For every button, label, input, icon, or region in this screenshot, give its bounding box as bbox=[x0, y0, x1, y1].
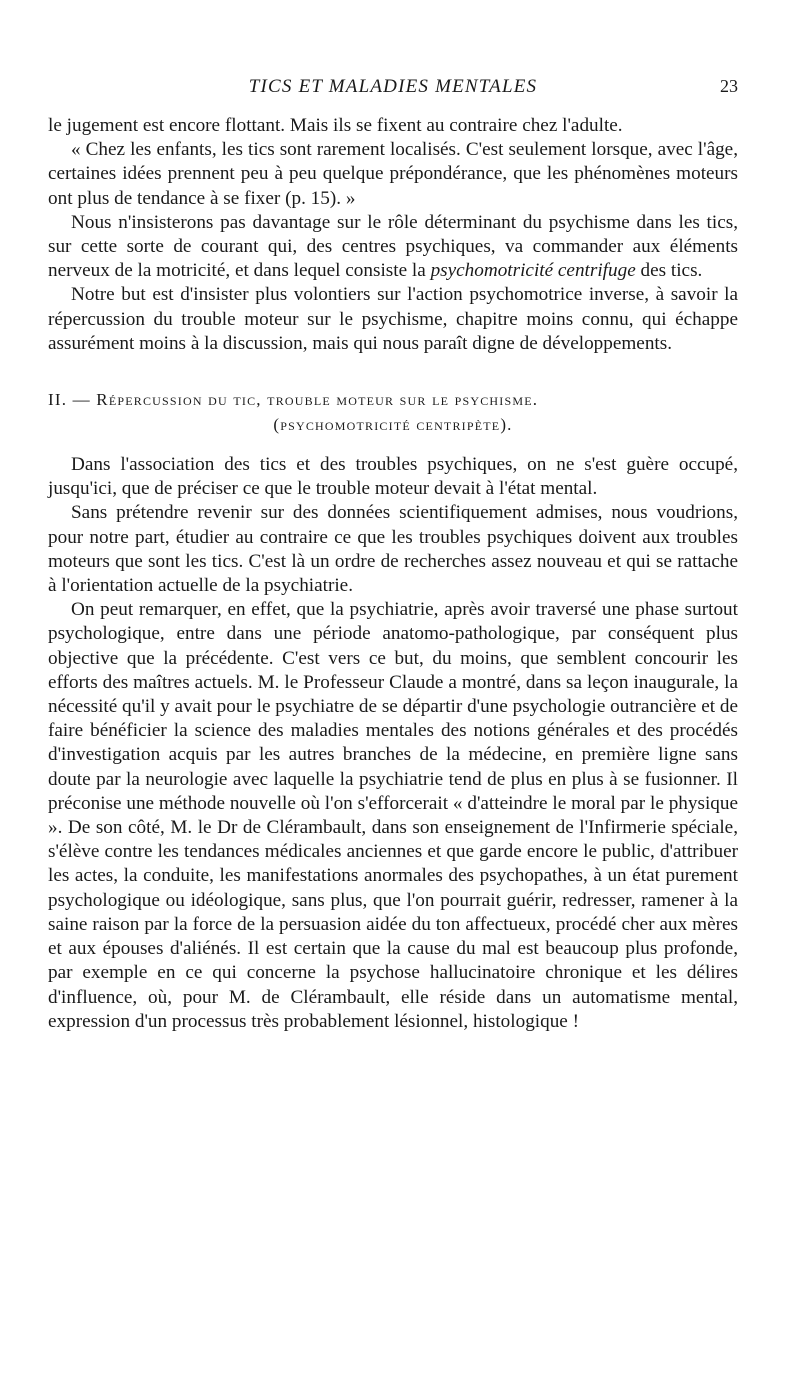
paragraph-3 bbox=[48, 211, 738, 284]
section-numeral: II. bbox=[48, 390, 68, 410]
paragraph-5: Dans l'association des tics et des troubles psychiques, on ne s'est guère occupé, jusqu'ici, que de préciser ce que le trouble moteur devait à l'état mental. bbox=[48, 454, 738, 500]
page-number: 23 bbox=[720, 76, 738, 96]
paragraph-3-text-b: des tics. bbox=[635, 260, 703, 282]
paragraph-3-text-a: Nous n'insisterons pas davantage sur le rôle déterminant du psychisme dans les tics, sur cette sorte de courant qui, des centres psychiques, va commander aux éléments nerveux de la motricité, et dans lequel consiste la bbox=[48, 211, 738, 282]
section-heading bbox=[48, 388, 738, 437]
running-title: TICS ET MALADIES MENTALES bbox=[248, 76, 538, 97]
section-title-line-2: (psychomotricité centripète). bbox=[273, 414, 513, 434]
body-text bbox=[48, 114, 738, 1034]
paragraph-6: Sans prétendre revenir sur des données scientifiquement admises, nous voudrions, pour notre part, étudier au contraire ce que les troubles psychiques doivent aux troubles moteurs que sont les tics. C'est là un ordre de recherches assez nouveau et qui se rattache à l'orientation actuelle de la psychiatrie. bbox=[48, 502, 738, 597]
section-title-line-1: Répercussion du tic, trouble moteur sur le psychisme. bbox=[96, 390, 539, 410]
section-dash: — bbox=[72, 390, 91, 410]
paragraph-1: le jugement est encore flottant. Mais ils se fixent au contraire chez l'adulte. bbox=[48, 115, 623, 136]
paragraph-2-quote: « Chez les enfants, les tics sont rarement localisés. C'est seulement lorsque, avec l'âge, certaines idées prennent peu à peu quelque prépondérance, que les phénomènes moteurs ont plus de tendance à se fixer (p. 15). » bbox=[48, 139, 738, 209]
paragraph-7: On peut remarquer, en effet, que la psychiatrie, après avoir traversé une phase surtout psychologique, entre dans une période anatomo-pathologique, par conséquent plus objective que la précédente. C'est vers ce but, du moins, que semblent concourir les efforts des maîtres actuels. M. le Professeur Claude a montré, dans sa leçon inaugurale, la nécessité qu'il y avait pour le psychiatre de se départir d'une psychologie outrancière et de faire bénéficier la science des maladies mentales des notions générales et des procédés d'investigation acquis par les autres branches de la médecine, en première ligne sans doute par la neurologie avec laquelle la psychiatrie tend de plus en plus à se fusionner. Il préconise une méthode nouvelle où l'on s'efforcerait « d'atteindre le moral par le physique ». De son côté, M. le Dr de Clérambault, dans son enseignement de l'Infirmerie spéciale, s'élève contre les tendances médicales anciennes et que garde encore le public, d'attribuer les actes, la conduite, les manifestations anormales des psychopathes, à un état purement psychologique ou idéologique, sans plus, que l'on pourrait guérir, redresser, ramener à la saine raison par la force de la persuasion aidée du ton affectueux, procédé cher aux mères et aux épouses d'aliénés. Il est certain que la cause du mal est beaucoup plus profonde, par exemple en ce qui concerne la psychose hallucinatoire chronique et les délires d'influence, où, pour M. de Clérambault, elle réside dans un automatisme mental, expression d'un processus très probablement lésionnel, histologique ! bbox=[48, 599, 738, 1032]
section-heading-line-1 bbox=[48, 388, 738, 413]
paragraph-3-emphasis: psychomotricité centrifuge bbox=[430, 260, 636, 282]
paragraph-4: Notre but est d'insister plus volontiers sur l'action psychomotrice inverse, à savoir la répercussion du trouble moteur sur le psychisme, chapitre moins connu, qui échappe assurément moins à la discussion, mais qui nous paraît digne de développements. bbox=[48, 284, 738, 354]
page-header bbox=[48, 76, 738, 102]
